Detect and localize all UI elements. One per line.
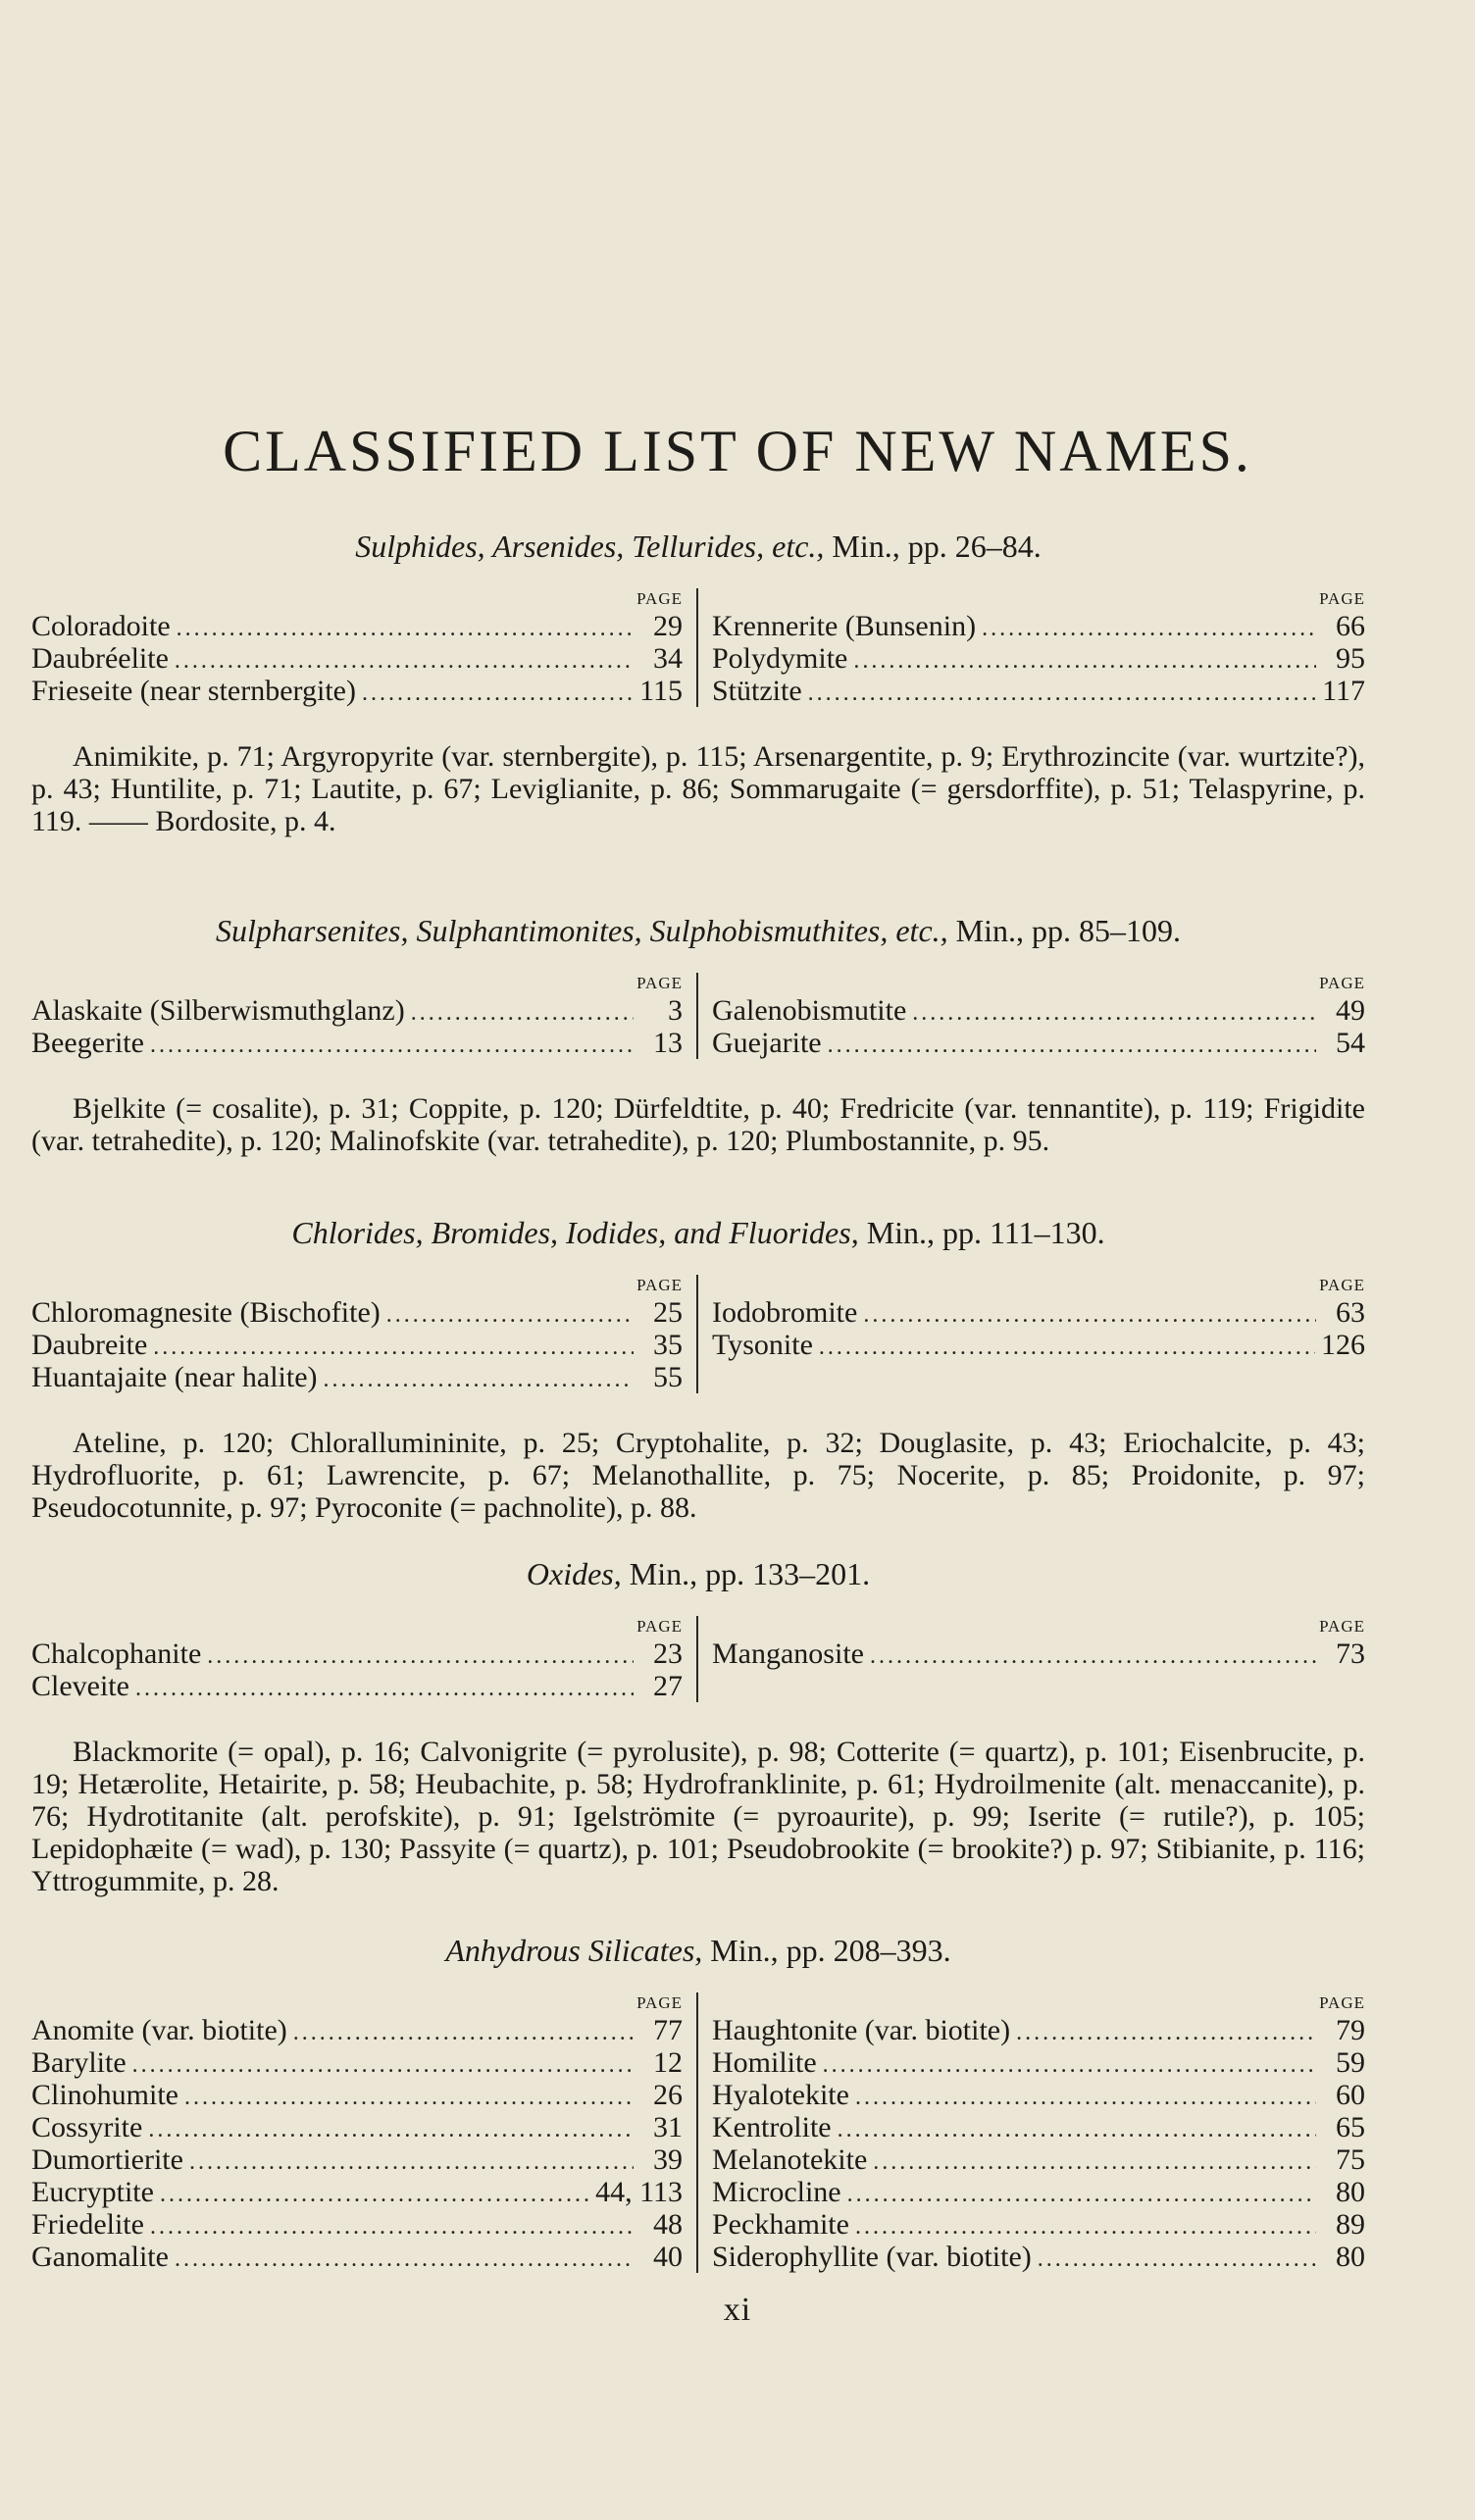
name-row: [31, 2079, 683, 2111]
dot-leader: [819, 1332, 1315, 1364]
dot-leader: [808, 678, 1316, 710]
mineral-name: Peckhamite: [712, 2208, 849, 2241]
section-4: [31, 1553, 1365, 1927]
section-3: [31, 1212, 1365, 1553]
page-ref: 25: [653, 1296, 683, 1329]
name-table: [31, 1275, 1365, 1393]
name-row: [31, 994, 683, 1027]
mineral-name: Ganomalite: [31, 2241, 169, 2273]
dot-leader: [135, 1673, 634, 1705]
mineral-name: Eucryptite: [31, 2176, 154, 2208]
name-column-right: [698, 1275, 1365, 1393]
dot-leader: [1038, 2243, 1316, 2276]
name-table: [31, 973, 1365, 1059]
page-ref: 55: [653, 1361, 683, 1393]
section-heading-italic: Sulphides, Arsenides, Tellurides, etc.,: [355, 529, 825, 564]
dot-leader: [148, 2114, 634, 2146]
page-ref: 77: [653, 2014, 683, 2046]
name-row: [31, 2014, 683, 2046]
page-ref: 63: [1336, 1296, 1365, 1329]
name-row: [712, 994, 1365, 1027]
name-row: [31, 2046, 683, 2079]
dot-leader: [184, 2082, 634, 2114]
page-column-header: PAGE: [636, 1617, 683, 1636]
name-row: [31, 1329, 683, 1361]
page-column-header: PAGE: [1319, 1993, 1365, 2012]
page-column-header: PAGE: [1319, 1617, 1365, 1636]
dot-leader: [855, 2082, 1316, 2114]
name-column-left: [31, 588, 698, 707]
name-row: [712, 1027, 1365, 1059]
dot-leader: [362, 678, 634, 710]
page-ref: 60: [1336, 2079, 1365, 2111]
mineral-name: Frieseite (near sternbergite): [31, 675, 356, 707]
page-column-header: PAGE: [1319, 1276, 1365, 1294]
page-ref: 26: [653, 2079, 683, 2111]
page-column-header: PAGE: [636, 1276, 683, 1294]
mineral-name: Clinohumite: [31, 2079, 178, 2111]
section-heading-pages: Min., pp. 133–201.: [621, 1556, 871, 1591]
mineral-name: Melanotekite: [712, 2143, 868, 2176]
name-row: [31, 1638, 683, 1670]
mineral-name: Beegerite: [31, 1027, 144, 1059]
section-heading: [31, 1212, 1365, 1253]
name-row: [712, 675, 1365, 707]
minor-names-paragraph: Animikite, p. 71; Argyropyrite (var. sternbergite), p. 115; Arsenargentite, p. 9; Erythrozincite (var. wurtzite?), p. 43; Huntilite, p. 71; Lautite, p. 67; Leviglianite, p. 86; Sommarugaite (= gersdorffite), p. 51; Telaspyrine, p. 119. —— Bordosite, p. 4.: [31, 740, 1365, 837]
mineral-name: Homilite: [712, 2046, 817, 2079]
mineral-name: Kentrolite: [712, 2111, 832, 2143]
page-ref: 31: [653, 2111, 683, 2143]
mineral-name: Hyalotekite: [712, 2079, 849, 2111]
page-ref: 29: [653, 610, 683, 642]
dot-leader: [386, 1299, 634, 1332]
name-column-right: [698, 1616, 1365, 1702]
name-row: [31, 2111, 683, 2143]
page-column-header: PAGE: [1319, 589, 1365, 608]
page-ref: 80: [1336, 2241, 1365, 2273]
section-heading-pages: Min., pp. 208–393.: [702, 1933, 951, 1968]
dot-leader: [177, 613, 634, 645]
name-row: [712, 1638, 1365, 1670]
dot-leader: [912, 997, 1316, 1030]
page-ref: 95: [1336, 642, 1365, 675]
dot-leader: [870, 1640, 1316, 1673]
dot-leader: [828, 1030, 1316, 1062]
dot-leader: [823, 2049, 1316, 2082]
section-heading-italic: Sulpharsenites, Sulphantimonites, Sulphobismuthites, etc.,: [216, 913, 948, 948]
name-row: [712, 2241, 1365, 2273]
page-ref: 80: [1336, 2176, 1365, 2208]
section-heading-pages: Min., pp. 26–84.: [824, 529, 1042, 564]
name-row: [31, 2208, 683, 2241]
page-ref: 66: [1336, 610, 1365, 642]
section-heading-italic: Anhydrous Silicates,: [445, 1933, 703, 1968]
name-column-right: [698, 588, 1365, 707]
dot-leader: [982, 613, 1316, 645]
name-row: [712, 2176, 1365, 2208]
section-heading-italic: Oxides,: [526, 1556, 622, 1591]
name-row: [31, 1027, 683, 1059]
page-ref: 65: [1336, 2111, 1365, 2143]
page-ref: 49: [1336, 994, 1365, 1027]
dot-leader: [853, 645, 1316, 678]
mineral-name: Chalcophanite: [31, 1638, 202, 1670]
name-column-left: [31, 1992, 698, 2273]
mineral-name: Iodobromite: [712, 1296, 858, 1329]
name-row: [712, 2208, 1365, 2241]
mineral-name: Guejarite: [712, 1027, 822, 1059]
mineral-name: Dumortierite: [31, 2143, 183, 2176]
dot-leader: [1016, 2017, 1316, 2049]
mineral-name: Anomite (var. biotite): [31, 2014, 287, 2046]
dot-leader: [160, 2179, 589, 2211]
dot-leader: [150, 2211, 634, 2243]
page-ref: 54: [1336, 1027, 1365, 1059]
dot-leader: [175, 645, 634, 678]
name-row: [31, 1361, 683, 1393]
name-row: [31, 675, 683, 707]
page-ref: 75: [1336, 2143, 1365, 2176]
minor-names-paragraph: Bjelkite (= cosalite), p. 31; Coppite, p. 120; Dürfeldtite, p. 40; Fredricite (var. tennantite), p. 119; Frigidite (var. tetrahedite), p. 120; Malinofskite (var. tetrahedite), p. 120; Plumbostannite, p. 95.: [31, 1092, 1365, 1157]
dot-leader: [175, 2243, 634, 2276]
page-column-header: PAGE: [636, 589, 683, 608]
name-row: [712, 1296, 1365, 1329]
name-row: [712, 2014, 1365, 2046]
name-table: [31, 588, 1365, 707]
page-ref: 48: [653, 2208, 683, 2241]
minor-names-paragraph: Ateline, p. 120; Chlorallumininite, p. 25; Cryptohalite, p. 32; Douglasite, p. 43; Eriochalcite, p. 43; Hydrofluorite, p. 61; Lawrencite, p. 67; Melanothallite, p. 75; Nocerite, p. 85; Proidonite, p. 97; Pseudocotunnite, p. 97; Pyroconite (= pachnolite), p. 88.: [31, 1427, 1365, 1524]
mineral-name: Cleveite: [31, 1670, 129, 1702]
name-row: [712, 610, 1365, 642]
page-ref: 73: [1336, 1638, 1365, 1670]
page-ref: 39: [653, 2143, 683, 2176]
page-ref: 35: [653, 1329, 683, 1361]
mineral-name: Tysonite: [712, 1329, 813, 1361]
mineral-name: Daubreite: [31, 1329, 148, 1361]
section-heading: [31, 1553, 1365, 1594]
page-ref: 59: [1336, 2046, 1365, 2079]
dot-leader: [324, 1364, 634, 1396]
page-ref: 44, 113: [595, 2176, 683, 2208]
name-row: [31, 2176, 683, 2208]
page-ref: 13: [653, 1027, 683, 1059]
page-ref: 89: [1336, 2208, 1365, 2241]
page-ref: 27: [653, 1670, 683, 1702]
page-ref: 23: [653, 1638, 683, 1670]
mineral-name: Cossyrite: [31, 2111, 143, 2143]
page-ref: 126: [1321, 1329, 1365, 1361]
mineral-name: Siderophyllite (var. biotite): [712, 2241, 1032, 2273]
minor-names-paragraph: Blackmorite (= opal), p. 16; Calvonigrite (= pyrolusite), p. 98; Cotterite (= quartz), p. 101; Eisenbrucite, p. 19; Hetærolite, Hetairite, p. 58; Heubachite, p. 58; Hydrofranklinite, p. 61; Hydroilmenite (alt. menaccanite), p. 76; Hydrotitanite (alt. perofskite), p. 91; Igelströmite (= pyroaurite), p. 99; Iserite (= rutile?), p. 105; Lepidophæite (= wad), p. 130; Passyite (= quartz), p. 101; Pseudobrookite (= brookite?) p. 97; Stibianite, p. 116; Yttrogummite, p. 28.: [31, 1736, 1365, 1897]
dot-leader: [847, 2179, 1316, 2211]
page-ref: 115: [639, 675, 683, 707]
dot-leader: [153, 1332, 634, 1364]
name-row: [31, 610, 683, 642]
name-row: [712, 2046, 1365, 2079]
name-row: [31, 1296, 683, 1329]
dot-leader: [189, 2146, 634, 2179]
name-column-right: [698, 1992, 1365, 2273]
mineral-name: Barylite: [31, 2046, 127, 2079]
section-5: [31, 1930, 1365, 2273]
dot-leader: [207, 1640, 634, 1673]
section-heading: [31, 1930, 1365, 1971]
name-row: [31, 2143, 683, 2176]
mineral-name: Haughtonite (var. biotite): [712, 2014, 1011, 2046]
mineral-name: Friedelite: [31, 2208, 144, 2241]
section-heading: [31, 910, 1365, 951]
mineral-name: Coloradoite: [31, 610, 171, 642]
mineral-name: Alaskaite (Silberwismuthglanz): [31, 994, 405, 1027]
name-column-left: [31, 1616, 698, 1702]
mineral-name: Polydymite: [712, 642, 848, 675]
mineral-name: Chloromagnesite (Bischofite): [31, 1296, 381, 1329]
name-row: [31, 1670, 683, 1702]
mineral-name: Manganosite: [712, 1638, 864, 1670]
page-column-header: PAGE: [636, 974, 683, 992]
mineral-name: Huantajaite (near halite): [31, 1361, 318, 1393]
name-row: [712, 2143, 1365, 2176]
name-table: [31, 1616, 1365, 1702]
section-heading-pages: Min., pp. 85–109.: [947, 913, 1181, 948]
name-row: [712, 2079, 1365, 2111]
page-column-header: PAGE: [636, 1993, 683, 2012]
mineral-name: Galenobismutite: [712, 994, 907, 1027]
mineral-name: Stützite: [712, 675, 802, 707]
page-column-header: PAGE: [1319, 974, 1365, 992]
page-ref: 3: [668, 994, 683, 1027]
dot-leader: [293, 2017, 634, 2049]
dot-leader: [411, 997, 634, 1030]
name-column-left: [31, 973, 698, 1059]
mineral-name: Microcline: [712, 2176, 841, 2208]
dot-leader: [855, 2211, 1316, 2243]
name-row: [31, 642, 683, 675]
page-number: xi: [723, 2292, 752, 2328]
page-ref: 12: [653, 2046, 683, 2079]
dot-leader: [150, 1030, 634, 1062]
mineral-name: Krennerite (Bunsenin): [712, 610, 977, 642]
name-table: [31, 1992, 1365, 2273]
section-heading-pages: Min., pp. 111–130.: [858, 1215, 1105, 1250]
dot-leader: [132, 2049, 634, 2082]
page-ref: 40: [653, 2241, 683, 2273]
name-row: [31, 2241, 683, 2273]
dot-leader: [863, 1299, 1316, 1332]
name-row: [712, 1329, 1365, 1361]
name-row: [712, 2111, 1365, 2143]
name-column-left: [31, 1275, 698, 1393]
section-1: [31, 526, 1365, 867]
section-heading: [31, 526, 1365, 567]
page-title: CLASSIFIED LIST OF NEW NAMES.: [223, 419, 1252, 483]
dot-leader: [838, 2114, 1316, 2146]
page-ref: 34: [653, 642, 683, 675]
name-column-right: [698, 973, 1365, 1059]
dot-leader: [873, 2146, 1316, 2179]
page-ref: 79: [1336, 2014, 1365, 2046]
section-2: [31, 910, 1365, 1186]
page-ref: 117: [1322, 675, 1365, 707]
name-row: [712, 642, 1365, 675]
mineral-name: Daubréelite: [31, 642, 169, 675]
section-heading-italic: Chlorides, Bromides, Iodides, and Fluorides,: [291, 1215, 859, 1250]
